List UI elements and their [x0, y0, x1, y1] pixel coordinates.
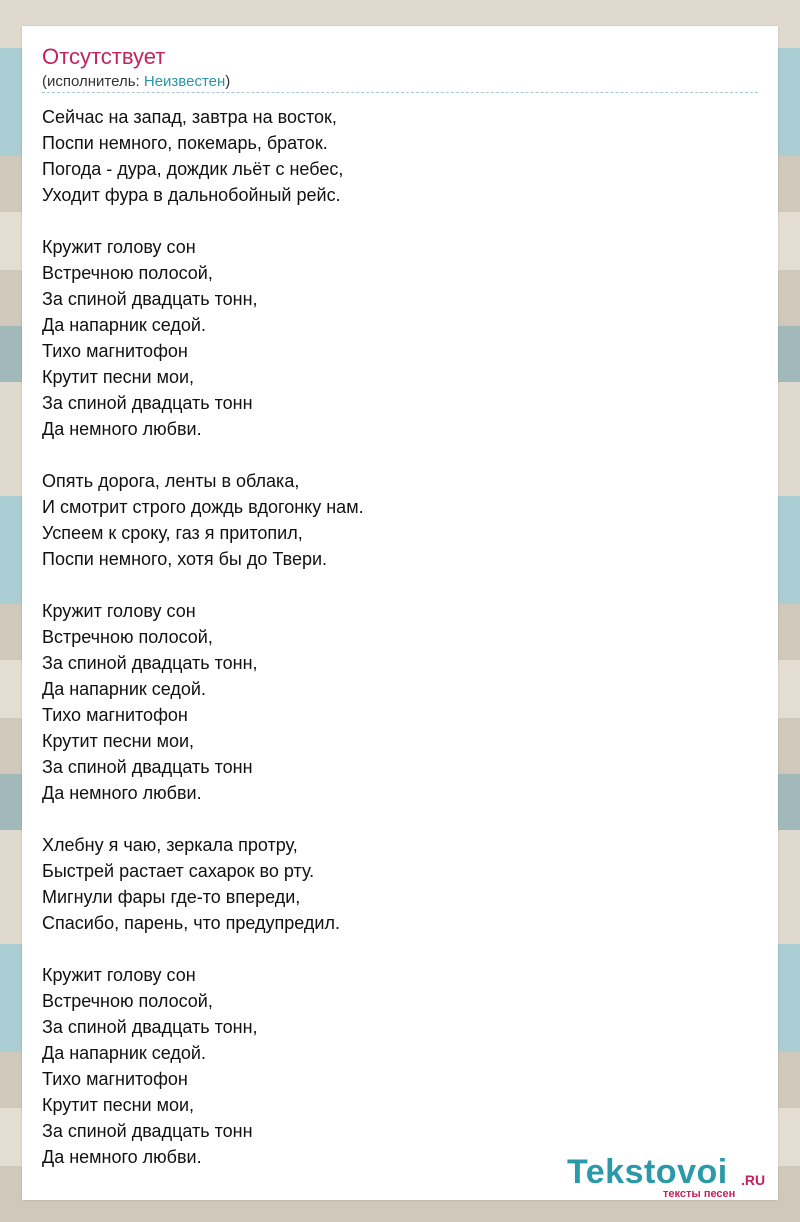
lyric-line: За спиной двадцать тонн [42, 1121, 253, 1141]
artist-link[interactable]: Неизвестен [143, 73, 226, 90]
lyric-line: За спиной двадцать тонн, [42, 653, 258, 673]
site-logo[interactable] [567, 1152, 777, 1204]
lyric-line: Уходит фура в дальнобойный рейс. [42, 185, 341, 205]
lyric-line: Встречною полосой, [42, 263, 213, 283]
song-title: Отсутствует [42, 44, 166, 69]
lyric-line: Опять дорога, ленты в облака, [42, 471, 300, 491]
lyric-line: Тихо магнитофон [42, 341, 188, 361]
lyrics-card [22, 26, 778, 1200]
lyric-line: И смотрит строго дождь вдогонку нам. [42, 497, 364, 517]
lyric-line: За спиной двадцать тонн, [42, 289, 258, 309]
lyric-line: Встречною полосой, [42, 991, 213, 1011]
lyric-line: Успеем к сроку, газ я притопил, [42, 523, 303, 543]
stanza-break [42, 936, 758, 962]
stanza-break [42, 442, 758, 468]
artist-byline [42, 73, 230, 91]
lyric-line: Крутит песни мои, [42, 367, 195, 387]
lyric-line: Поспи немного, покемарь, браток. [42, 133, 328, 153]
lyric-line: Да напарник седой. [42, 1043, 206, 1063]
lyric-line: Мигнули фары где-то впереди, [42, 887, 301, 907]
lyric-line: За спиной двадцать тонн, [42, 1017, 258, 1037]
lyric-line: Да напарник седой. [42, 315, 206, 335]
byline-suffix: ) [225, 73, 231, 90]
lyric-line: Да немного любви. [42, 783, 202, 803]
lyric-line: Тихо магнитофон [42, 705, 188, 725]
lyric-line: Погода - дура, дождик льёт с небес, [42, 159, 344, 179]
lyric-line: Кружит голову сон [42, 601, 196, 621]
title-divider [42, 92, 758, 93]
lyric-line: Встречною полосой, [42, 627, 213, 647]
lyric-line: Крутит песни мои, [42, 731, 195, 751]
stanza-break [42, 208, 758, 234]
lyrics-text [42, 104, 758, 1170]
logo-wordmark: Tekstovoi [567, 1153, 728, 1191]
lyric-line: За спиной двадцать тонн [42, 757, 253, 777]
lyric-line: Да немного любви. [42, 419, 202, 439]
logo-tagline: тексты песен [663, 1188, 736, 1200]
stanza-break [42, 572, 758, 598]
lyric-line: Да немного любви. [42, 1147, 202, 1167]
lyric-line: Спасибо, парень, что предупредил. [42, 913, 340, 933]
lyric-line: Тихо магнитофон [42, 1069, 188, 1089]
lyric-line: За спиной двадцать тонн [42, 393, 253, 413]
lyric-line: Сейчас на запад, завтра на восток, [42, 107, 337, 127]
stanza-break [42, 806, 758, 832]
lyric-line: Хлебну я чаю, зеркала протру, [42, 835, 298, 855]
lyric-line: Кружит голову сон [42, 237, 196, 257]
logo-tld: .RU [741, 1172, 766, 1188]
byline-prefix: (исполнитель: [42, 73, 144, 90]
lyric-line: Крутит песни мои, [42, 1095, 195, 1115]
lyric-line: Да напарник седой. [42, 679, 206, 699]
lyric-line: Быстрей растает сахарок во рту. [42, 861, 315, 881]
lyric-line: Поспи немного, хотя бы до Твери. [42, 549, 328, 569]
lyric-line: Кружит голову сон [42, 965, 196, 985]
